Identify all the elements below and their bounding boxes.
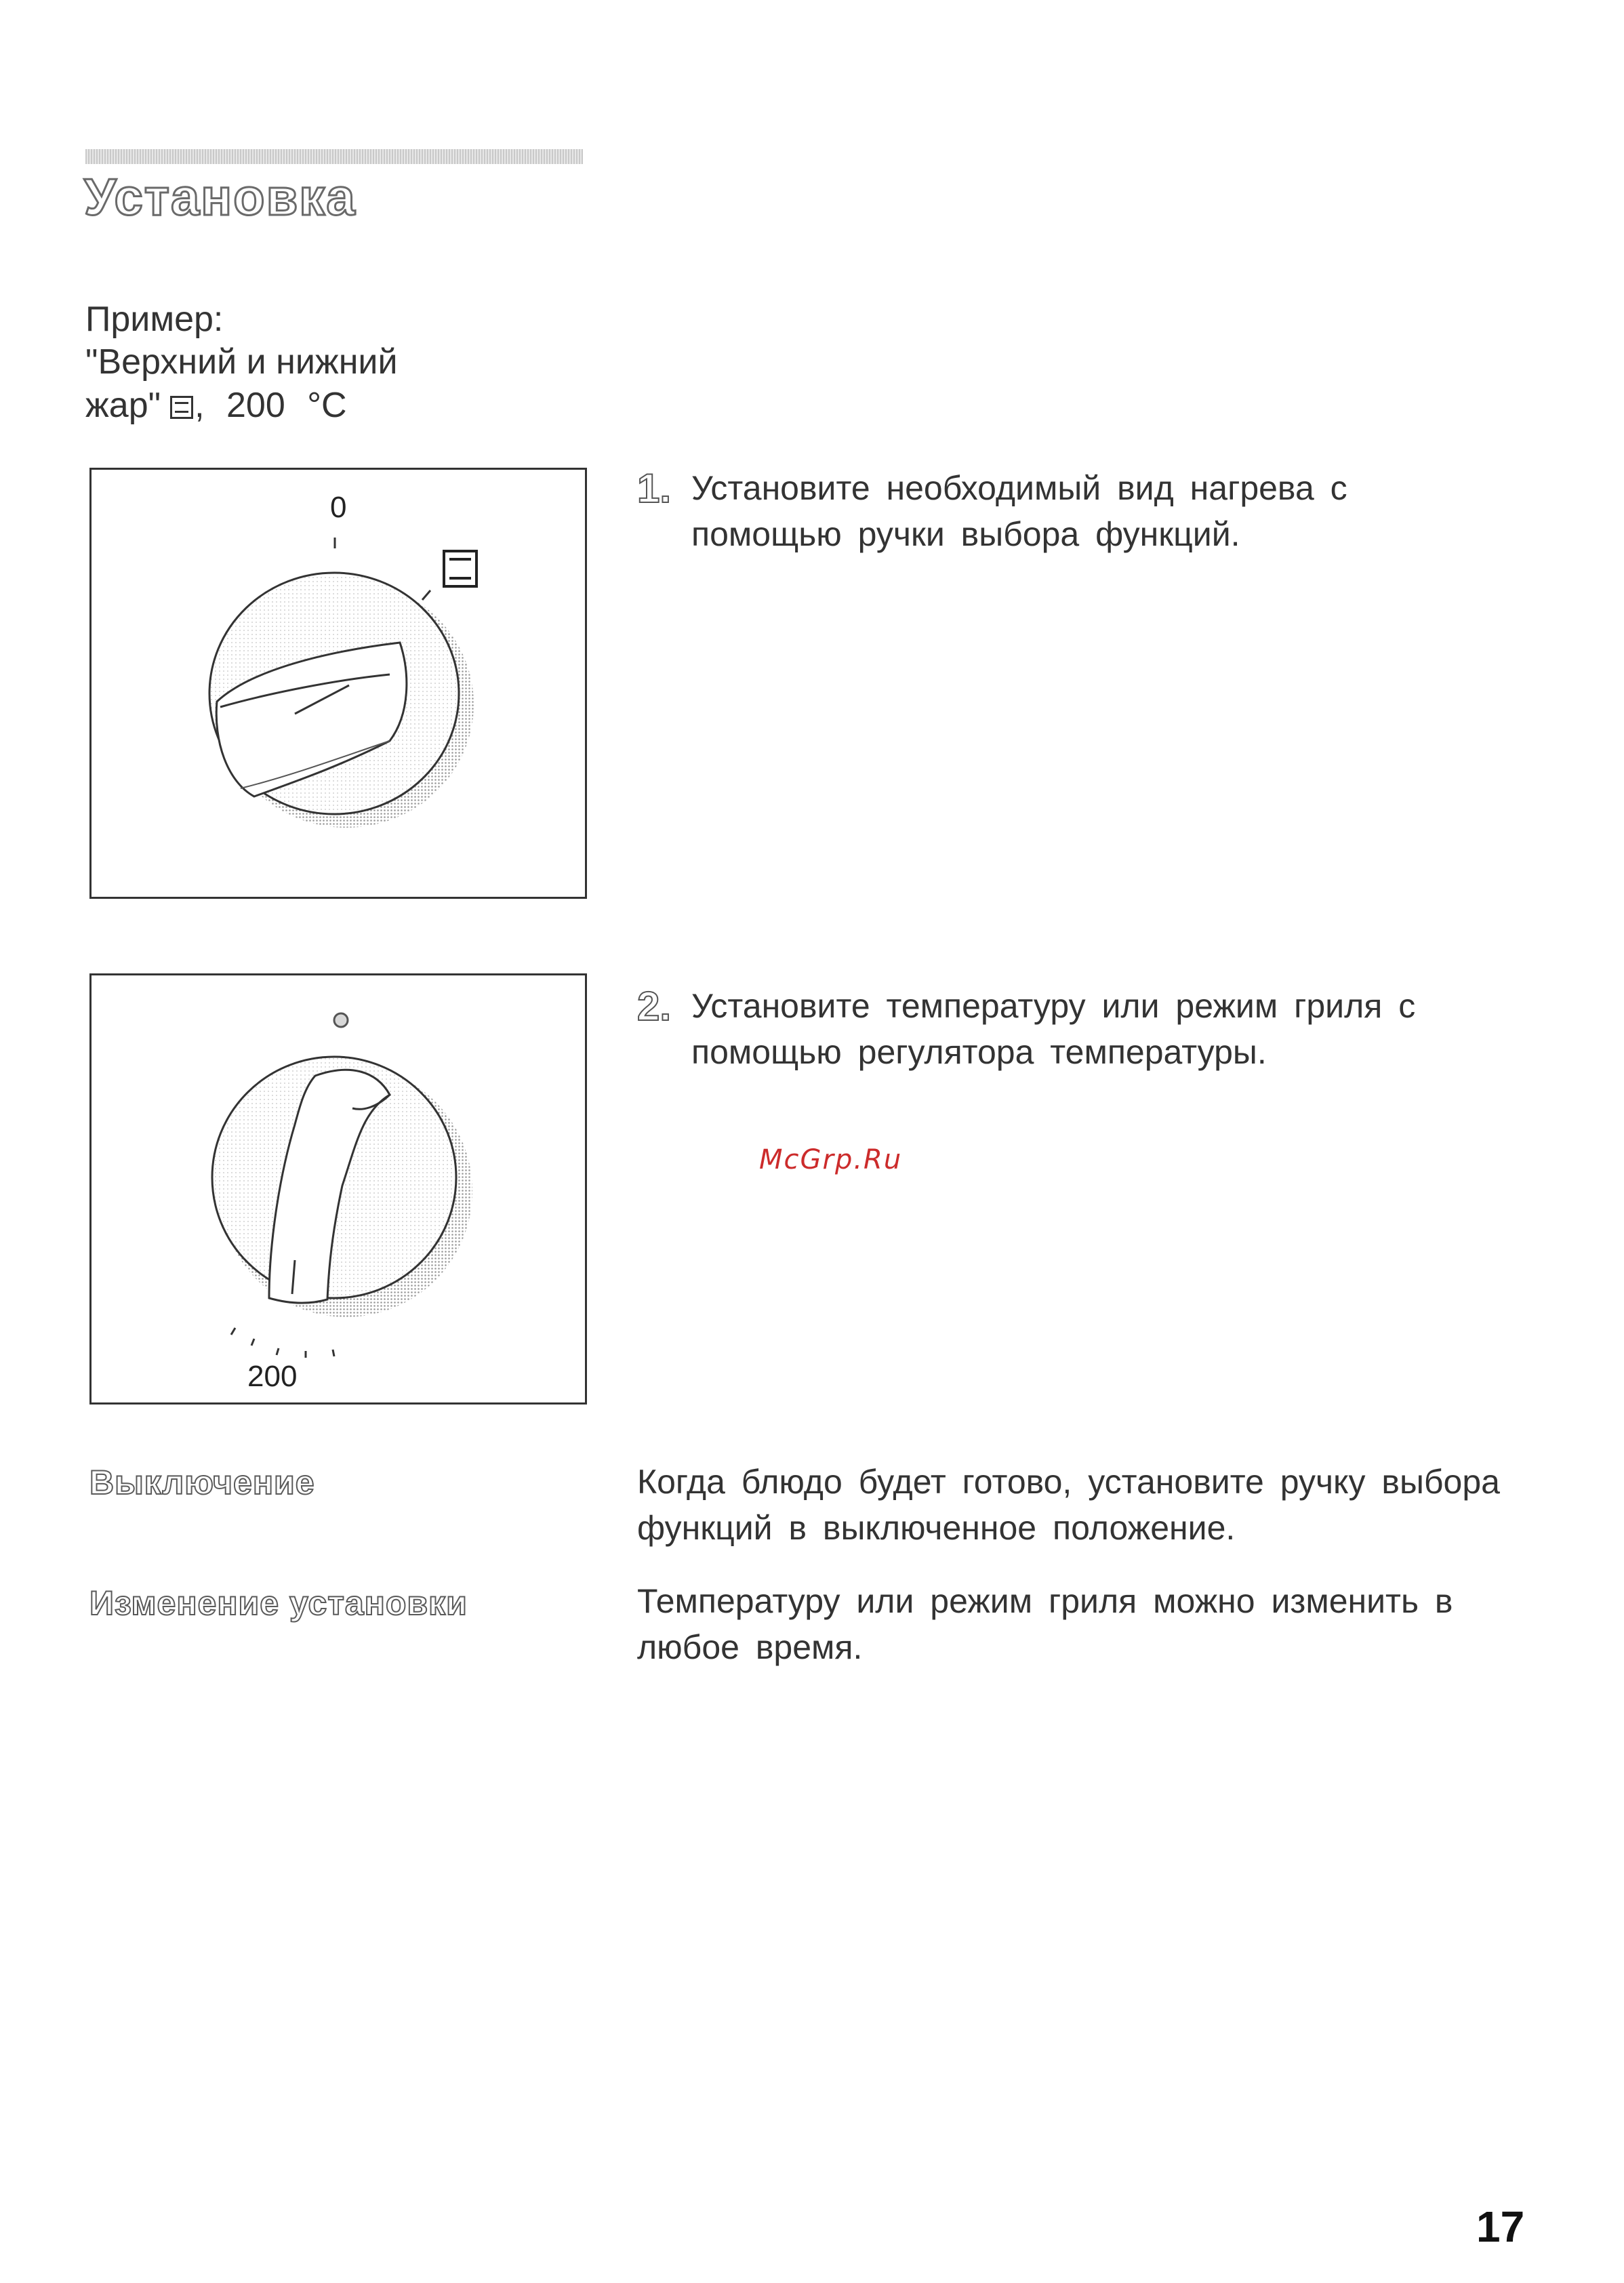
step-1-number: 1. — [637, 466, 672, 511]
page-number: 17 — [1476, 2202, 1525, 2251]
function-selector-knob-icon — [92, 470, 585, 897]
watermark: McGrp.Ru — [759, 1144, 903, 1175]
page-title: Установка — [84, 169, 357, 226]
temperature-knob-icon — [92, 975, 585, 1402]
step-2-number: 2. — [637, 984, 672, 1029]
dial-label-zero: 0 — [330, 491, 347, 524]
step-1 — [637, 465, 1505, 557]
indicator-light-icon — [334, 1013, 348, 1027]
figure-temperature-knob — [89, 973, 587, 1405]
top-bottom-heat-icon — [170, 396, 193, 419]
example-block — [85, 298, 398, 427]
example-mode-line2: жар" — [85, 385, 161, 425]
example-value: , 200 °C — [195, 385, 347, 425]
label-switch-off: Выключение — [89, 1463, 315, 1501]
label-change-setting: Изменение установки — [89, 1584, 468, 1622]
text-change-setting: Температуру или режим гриля можно изменить в любое время. — [637, 1582, 1453, 1666]
dial-label-200: 200 — [247, 1360, 298, 1393]
step-1-text: Установите необходимый вид нагрева с помощью ручки выбора функций. — [691, 469, 1347, 553]
example-label: Пример: — [85, 300, 224, 339]
section-header-bar — [85, 149, 583, 164]
figure-function-knob — [89, 468, 587, 899]
text-switch-off: Когда блюдо будет готово, установите ручку выбора функций в выключенное положение. — [637, 1463, 1500, 1547]
example-mode-line1: "Верхний и нижний — [85, 342, 398, 382]
top-bottom-heat-icon — [444, 551, 476, 586]
step-2-text: Установите температуру или режим гриля с помощью регулятора температуры. — [691, 987, 1416, 1071]
step-2 — [637, 983, 1505, 1075]
